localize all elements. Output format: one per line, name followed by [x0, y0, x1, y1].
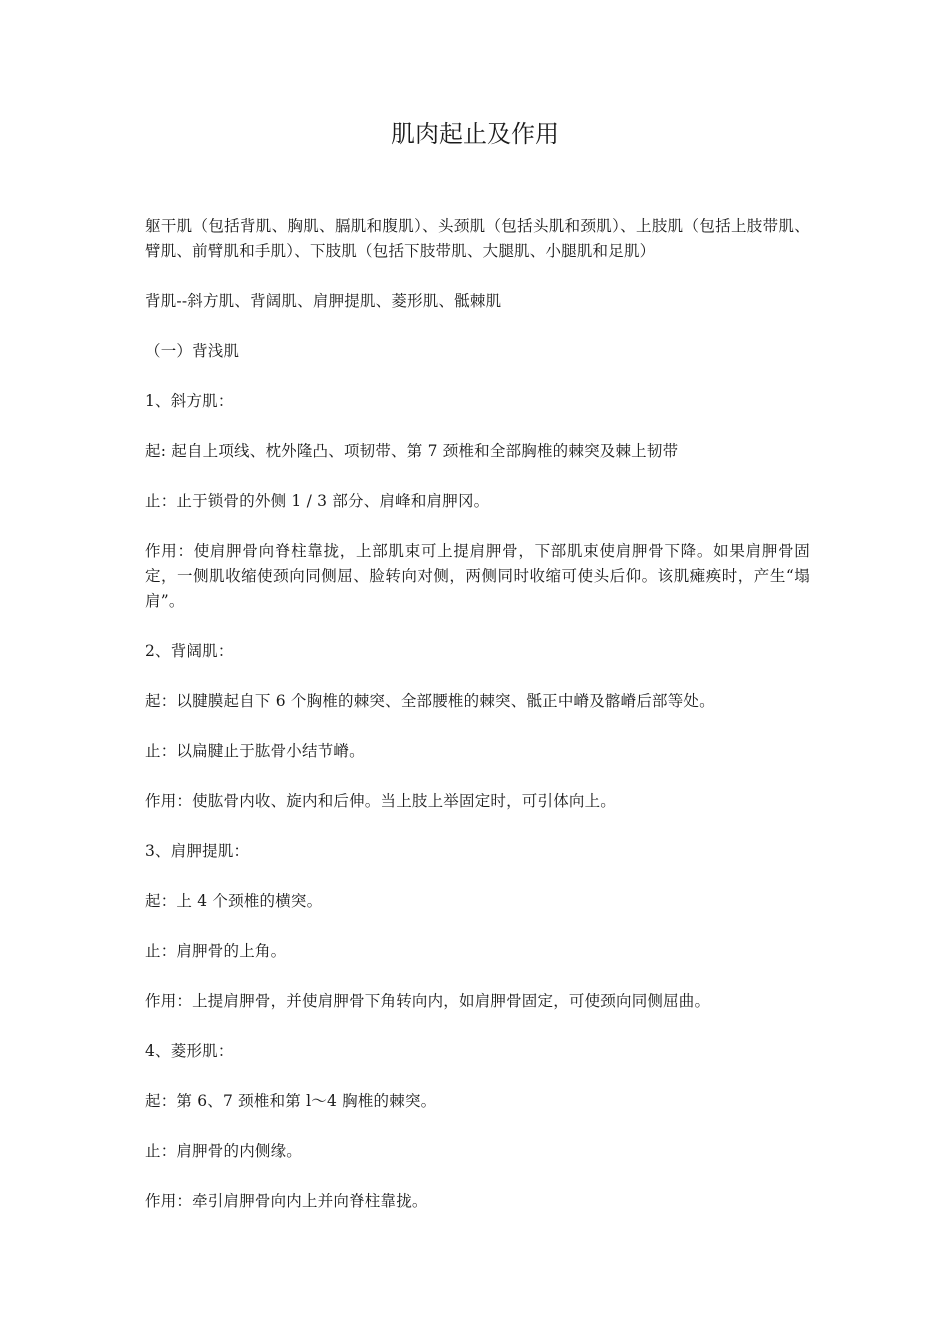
insertion-text: 止：以扁腱止于肱骨小结节嵴。 [145, 742, 365, 760]
section-heading: （一）背浅肌 [145, 342, 240, 360]
origin-text: 起: 起自上项线、枕外隆凸、项韧带、第 7 颈椎和全部胸椎的棘突及棘上韧带 [145, 442, 679, 460]
muscle-heading: 2、背阔肌： [145, 642, 234, 660]
intro-paragraph: 躯干肌（包括背肌、胸肌、膈肌和腹肌）、头颈肌（包括头肌和颈肌）、上肢肌（包括上肢带肌、臂肌、前臂肌和手肌）、下肢肌（包括下肢带肌、大腿肌、小腿肌和足肌） [145, 217, 810, 260]
origin-text: 起：上 4 个颈椎的横突。 [145, 892, 323, 910]
origin-text: 起：以腱膜起自下 6 个胸椎的棘突、全部腰椎的棘突、骶正中嵴及髂嵴后部等处。 [145, 692, 715, 710]
muscle-heading: 4、菱形肌： [145, 1042, 234, 1060]
action-text: 作用：牵引肩胛骨向内上并向脊柱靠拢。 [145, 1192, 428, 1210]
muscle-heading: 1、斜方肌： [145, 392, 234, 410]
origin-text: 起：第 6、7 颈椎和第 l～4 胸椎的棘突。 [145, 1092, 437, 1110]
muscle-heading: 3、肩胛提肌： [145, 842, 250, 860]
document-title: 肌肉起止及作用 [391, 120, 559, 148]
insertion-text: 止：肩胛骨的上角。 [145, 942, 287, 960]
back-muscles-list: 背肌--斜方肌、背阔肌、肩胛提肌、菱形肌、骶棘肌 [145, 292, 502, 310]
insertion-text: 止：肩胛骨的内侧缘。 [145, 1142, 303, 1160]
action-text: 作用：使肩胛骨向脊柱靠拢，上部肌束可上提肩胛骨，下部肌束使肩胛骨下降。如果肩胛骨固定，一侧肌收缩使颈向同侧屈、脸转向对侧，两侧同时收缩可使头后仰。该肌瘫痪时，产生“塌肩”。 [145, 542, 810, 610]
document-body [145, 214, 810, 1239]
action-text: 作用：使肱骨内收、旋内和后伸。当上肢上举固定时，可引体向上。 [145, 792, 617, 810]
action-text: 作用：上提肩胛骨，并使肩胛骨下角转向内，如肩胛骨固定，可使颈向同侧屈曲。 [145, 992, 711, 1010]
insertion-text: 止：止于锁骨的外侧 1 / 3 部分、肩峰和肩胛冈。 [145, 492, 490, 510]
